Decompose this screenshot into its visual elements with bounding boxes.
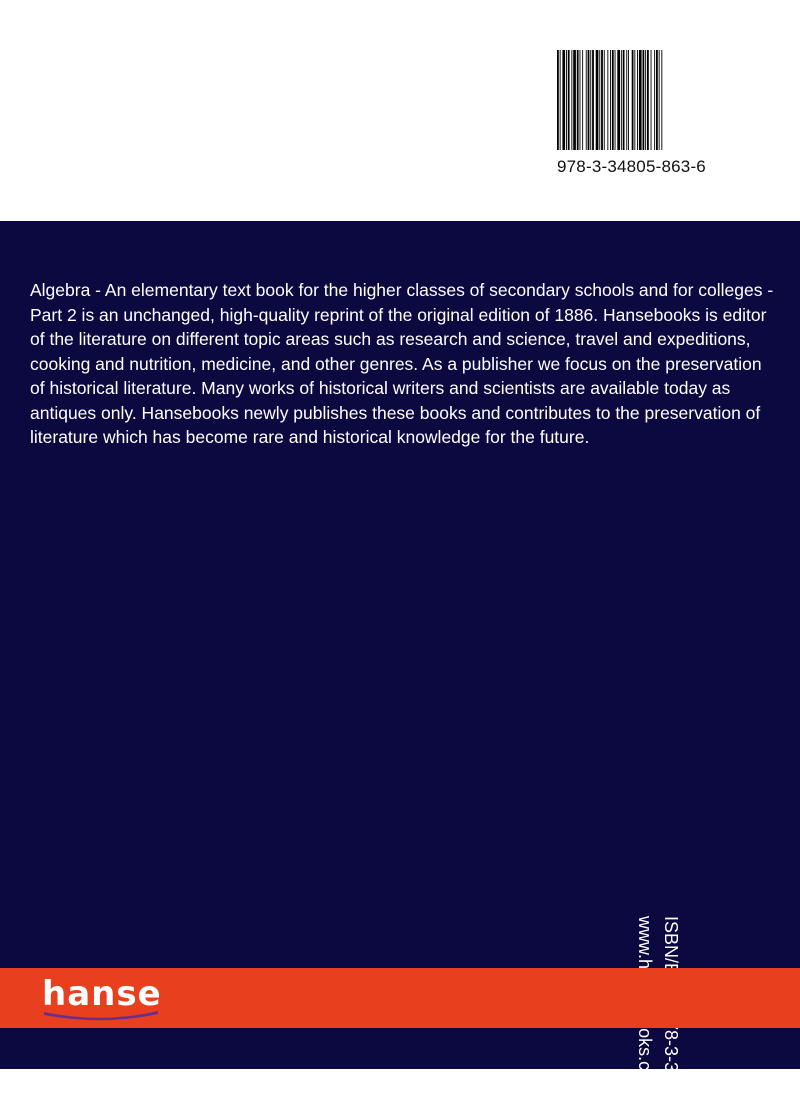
hanse-logo-swoosh-icon bbox=[42, 1008, 160, 1022]
hanse-logo-text: hanse bbox=[42, 974, 162, 1014]
back-cover-panel bbox=[0, 221, 800, 1069]
barcode-bars bbox=[557, 50, 695, 150]
book-description: Algebra - An elementary text book for the higher classes of secondary schools and for colleges - Part 2 is an unchanged, high-quality reprint of the original edition of 1886. Hansebooks is editor of the literature on different topic areas such as research and science, travel and expeditions, cooking and nutrition, medicine, and other genres. As a publisher we focus on the preservation of historical literature. Many works of historical writers and scientists are available today as antiques only. Hansebooks newly publishes these books and contributes to the preservation of literature which has become rare and historical knowledge for the future. bbox=[30, 280, 774, 447]
publisher-band bbox=[0, 968, 800, 1028]
hanse-logo bbox=[42, 974, 162, 1020]
barcode-number: 978-3-34805-863-6 bbox=[557, 157, 706, 176]
barcode bbox=[557, 50, 706, 180]
